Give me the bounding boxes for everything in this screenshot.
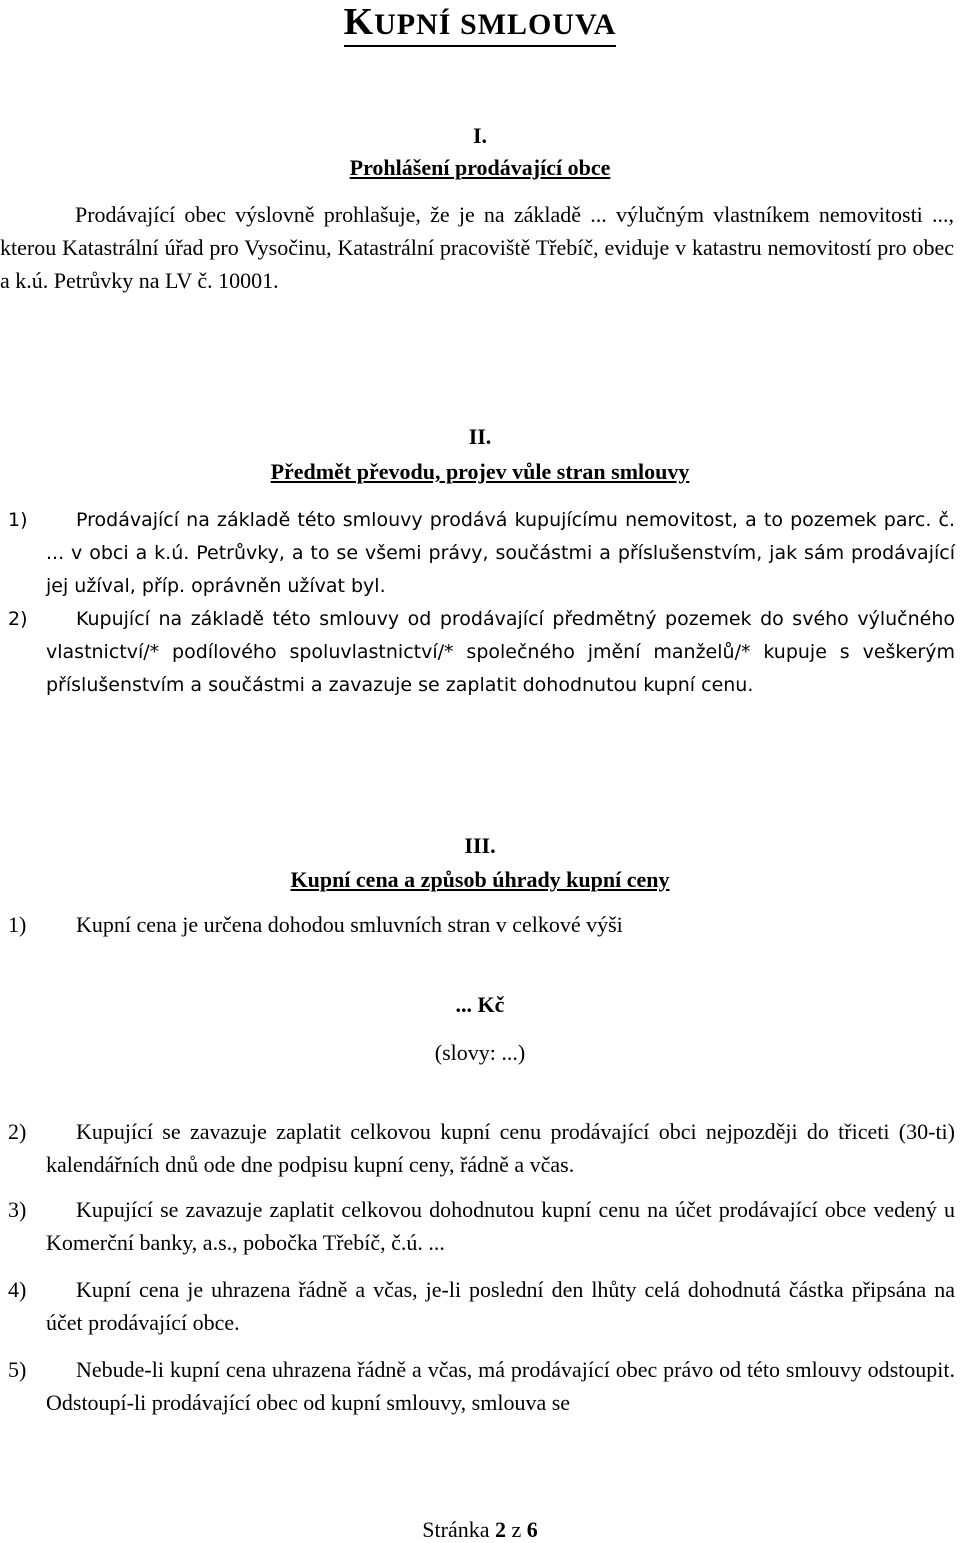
item-text: Kupní cena je určena dohodou smluvních stran v celkové výši bbox=[76, 912, 623, 937]
footer-of: z bbox=[511, 1517, 522, 1542]
section-3-number: III. bbox=[464, 833, 496, 858]
item-number: 2) bbox=[8, 608, 28, 630]
footer-label: Stránka bbox=[422, 1517, 490, 1542]
page-footer bbox=[0, 1517, 960, 1543]
item-text: Kupující na základě této smlouvy od prodávající předmětný pozemek do svého výlučného vlastnictví/* podílového spoluvlastnictví/* společného jmění manželů/* kupuje s veškerým příslušenstvím a součástmi a zavazuje se zaplatit dohodnutou kupní cenu. bbox=[46, 608, 955, 696]
section-2-item-1 bbox=[0, 504, 955, 603]
item-number: 3) bbox=[8, 1197, 27, 1222]
title-first-letter: K bbox=[343, 1, 375, 43]
item-text: Nebude-li kupní cena uhrazena řádně a včas, má prodávající obec právo od této smlouvy odstoupit. Odstoupí-li prodávající obec od kupní smlouvy, smlouva se bbox=[46, 1357, 955, 1415]
section-3-heading: Kupní cena a způsob úhrady kupní ceny bbox=[290, 867, 670, 892]
section-2-number: II. bbox=[468, 424, 492, 449]
title-rest: UPNÍ SMLOUVA bbox=[374, 8, 617, 41]
item-text: Kupující se zavazuje zaplatit celkovou kupní cenu prodávající obci nejpozději do třiceti (30-ti) kalendářních dnů ode dne podpisu kupní ceny, řádně a včas. bbox=[46, 1119, 955, 1177]
section-3-item-4 bbox=[0, 1273, 955, 1339]
section-1-number: I. bbox=[472, 123, 488, 148]
section-3-item-5 bbox=[0, 1353, 955, 1419]
item-text: Kupní cena je uhrazena řádně a včas, je-li poslední den lhůty celá dohodnutá částka připsána na účet prodávající obce. bbox=[46, 1277, 955, 1335]
footer-total-pages: 6 bbox=[526, 1517, 538, 1542]
item-number: 1) bbox=[8, 509, 28, 531]
item-number: 4) bbox=[8, 1277, 27, 1302]
section-1-heading: Prohlášení prodávající obce bbox=[349, 155, 611, 180]
section-1-paragraph-text: Prodávající obec výslovně prohlašuje, že je na základě ... výlučným vlastníkem nemovitosti ..., kterou Katastrální úřad pro Vysočinu, Katastrální pracoviště Třebíč, eviduje v katastru nemovitostí pro obec a k.ú. Petrůvky na LV č. 10001. bbox=[0, 202, 954, 293]
item-text: Kupující se zavazuje zaplatit celkovou dohodnutou kupní cenu na účet prodávající obce vedený u Komerční banky, a.s., pobočka Třebíč, č.ú. ... bbox=[46, 1197, 955, 1255]
item-number: 5) bbox=[8, 1357, 27, 1382]
section-3-item-2 bbox=[0, 1115, 955, 1181]
section-3-item-1 bbox=[0, 908, 955, 941]
item-number: 1) bbox=[8, 912, 27, 937]
section-2-heading: Předmět převodu, projev vůle stran smlouvy bbox=[270, 459, 690, 484]
item-number: 2) bbox=[8, 1119, 27, 1144]
document-title bbox=[0, 0, 960, 47]
item-text: Prodávající na základě této smlouvy prodává kupujícímu nemovitost, a to pozemek parc. č. ... v obci a k.ú. Petrůvky, a to se všemi právy, součástmi a příslušenstvím, jak sám prodávající jej užíval, příp. oprávněn užívat byl. bbox=[46, 509, 955, 597]
price-words-line: (slovy: ...) bbox=[434, 1040, 526, 1065]
section-2-item-2 bbox=[0, 603, 955, 702]
section-1-paragraph bbox=[0, 198, 954, 297]
price-amount-line: ... Kč bbox=[455, 992, 505, 1017]
section-3-item-3 bbox=[0, 1193, 955, 1259]
footer-current-page: 2 bbox=[494, 1517, 506, 1542]
